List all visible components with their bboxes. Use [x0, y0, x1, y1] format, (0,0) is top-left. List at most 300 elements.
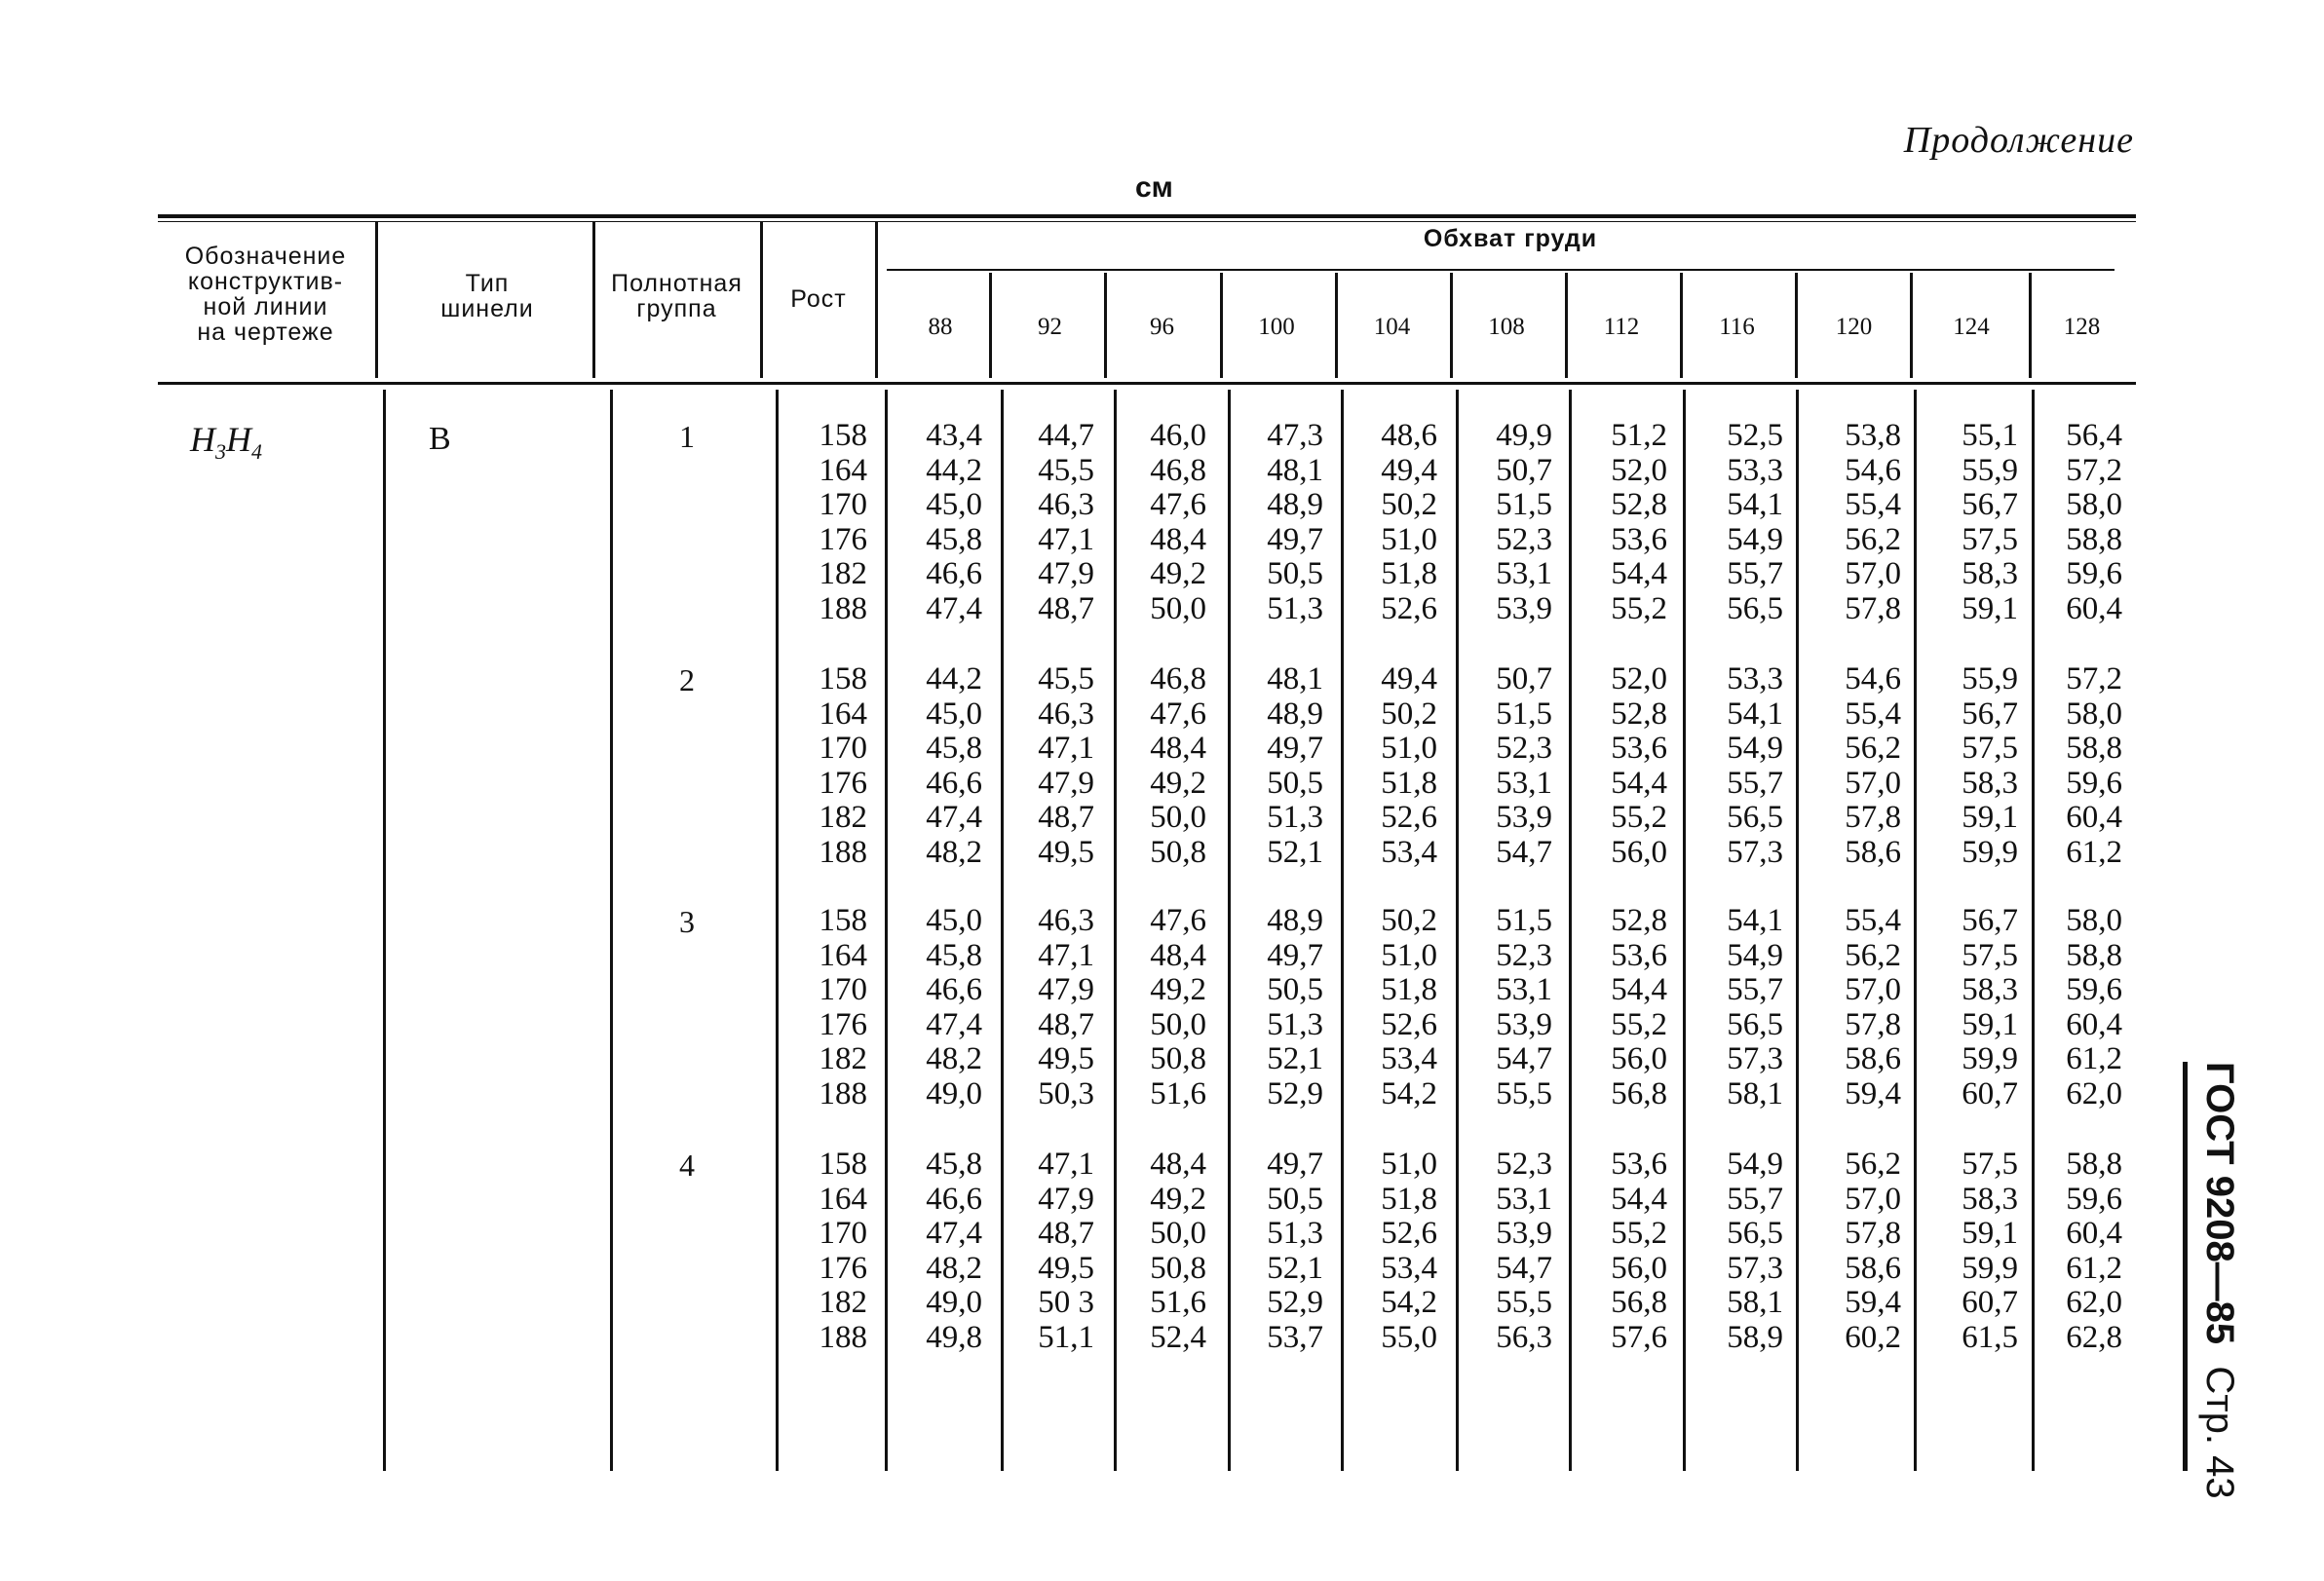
measurement-cell: 51,6 [1150, 1285, 1206, 1320]
measurement-cell: 56,5 [1727, 1006, 1783, 1042]
measurement-cell: 46,6 [926, 765, 982, 801]
measurement-cell: 58,6 [1845, 834, 1901, 870]
measurement-cell: 46,6 [926, 1181, 982, 1217]
chest-header-divider [2029, 273, 2032, 378]
measurement-cell: 50,2 [1381, 903, 1437, 938]
measurement-cell: 50,0 [1150, 1216, 1206, 1251]
measurement-cell: 58,0 [2066, 696, 2122, 732]
measurement-cell: 52,8 [1611, 696, 1667, 732]
measurement-cell: 60,2 [1845, 1319, 1901, 1355]
fullness-group-label: 2 [679, 662, 695, 697]
measurement-cell: 55,5 [1496, 1075, 1552, 1111]
measurement-cell: 48,9 [1267, 487, 1323, 522]
chest-size-header: 96 [1150, 314, 1174, 340]
measurement-cell: 60,7 [1962, 1075, 2018, 1111]
height-value: 170 [819, 487, 867, 522]
measurement-cell: 56,5 [1727, 800, 1783, 835]
measurement-cell: 54,9 [1727, 937, 1783, 973]
measurement-cell: 47,6 [1150, 487, 1206, 522]
measurement-cell: 49,5 [1038, 1250, 1094, 1286]
measurement-cell: 43,4 [926, 418, 982, 453]
measurement-cell: 61,5 [1962, 1319, 2018, 1355]
measurement-cell: 53,3 [1727, 661, 1783, 696]
measurement-cell: 60,4 [2066, 800, 2122, 835]
measurement-cell: 47,1 [1038, 731, 1094, 766]
measurement-cell: 52,9 [1267, 1075, 1323, 1111]
header-divider [592, 222, 595, 378]
measurement-cell: 45,8 [926, 731, 982, 766]
measurement-cell: 57,5 [1962, 521, 2018, 557]
measurement-cell: 60,4 [2066, 1006, 2122, 1042]
measurement-cell: 54,4 [1611, 556, 1667, 591]
measurement-cell: 56,3 [1496, 1319, 1552, 1355]
measurement-cell: 57,8 [1845, 590, 1901, 626]
measurement-cell: 46,6 [926, 556, 982, 591]
measurement-cell: 59,6 [2066, 765, 2122, 801]
standard-number: ГОСТ 9208—85 [2198, 1062, 2241, 1345]
measurement-cell: 57,5 [1962, 1147, 2018, 1182]
measurement-cell: 48,4 [1150, 731, 1206, 766]
measurement-cell: 48,7 [1038, 1216, 1094, 1251]
chest-size-header: 92 [1038, 314, 1062, 340]
measurement-cell: 44,7 [1038, 418, 1094, 453]
height-value: 176 [819, 1250, 867, 1286]
measurement-cell: 53,8 [1845, 418, 1901, 453]
measurement-cell: 55,7 [1727, 972, 1783, 1007]
measurement-cell: 44,2 [926, 661, 982, 696]
fullness-group-label: 1 [679, 419, 695, 454]
measurement-cell: 47,9 [1038, 556, 1094, 591]
measurement-cell: 47,4 [926, 1006, 982, 1042]
chest-size-header: 108 [1488, 314, 1525, 340]
body-divider [383, 390, 386, 1471]
measurement-cell: 54,1 [1727, 487, 1783, 522]
measurement-cell: 55,9 [1962, 661, 2018, 696]
table-top-rule [158, 214, 2136, 218]
measurement-cell: 53,9 [1496, 800, 1552, 835]
measurement-cell: 57,8 [1845, 800, 1901, 835]
measurement-cell: 50,7 [1496, 661, 1552, 696]
measurement-cell: 61,2 [2066, 1250, 2122, 1286]
measurement-cell: 49,8 [926, 1319, 982, 1355]
chest-size-header: 124 [1953, 314, 1990, 340]
construction-line-designation: $H_3H_4$ [190, 420, 262, 465]
height-value: 176 [819, 1006, 867, 1042]
height-value: 170 [819, 972, 867, 1007]
measurement-cell: 58,8 [2066, 937, 2122, 973]
measurement-cell: 54,7 [1496, 834, 1552, 870]
measurement-cell: 58,8 [2066, 731, 2122, 766]
height-value: 158 [819, 903, 867, 938]
measurement-cell: 49,2 [1150, 765, 1206, 801]
measurement-cell: 46,8 [1150, 661, 1206, 696]
measurement-cell: 61,2 [2066, 834, 2122, 870]
chest-size-header: 112 [1603, 314, 1640, 340]
measurement-cell: 49,5 [1038, 1041, 1094, 1076]
measurement-cell: 45,8 [926, 1147, 982, 1182]
measurement-cell: 59,1 [1962, 590, 2018, 626]
measurement-cell: 48,1 [1267, 661, 1323, 696]
header-group: Полнотная группа [611, 270, 743, 322]
measurement-cell: 51,5 [1496, 903, 1552, 938]
height-value: 188 [819, 1075, 867, 1111]
measurement-cell: 47,6 [1150, 696, 1206, 732]
height-value: 182 [819, 800, 867, 835]
height-value: 176 [819, 765, 867, 801]
measurement-cell: 48,1 [1267, 452, 1323, 488]
height-value: 164 [819, 1181, 867, 1217]
height-value: 158 [819, 661, 867, 696]
measurement-cell: 46,3 [1038, 903, 1094, 938]
measurement-cell: 54,2 [1381, 1285, 1437, 1320]
measurement-cell: 55,4 [1845, 487, 1901, 522]
height-value: 182 [819, 1285, 867, 1320]
measurement-cell: 56,4 [2066, 418, 2122, 453]
fullness-group-label: 3 [679, 904, 695, 939]
measurement-cell: 59,6 [2066, 556, 2122, 591]
measurement-cell: 54,1 [1727, 903, 1783, 938]
height-value: 170 [819, 731, 867, 766]
measurement-cell: 54,9 [1727, 521, 1783, 557]
header-type: Тип шинели [440, 270, 534, 322]
measurement-cell: 52,0 [1611, 452, 1667, 488]
measurement-cell: 48,6 [1381, 418, 1437, 453]
height-value: 188 [819, 590, 867, 626]
measurement-cell: 52,9 [1267, 1285, 1323, 1320]
measurement-cell: 47,3 [1267, 418, 1323, 453]
measurement-cell: 56,7 [1962, 487, 2018, 522]
measurement-cell: 47,4 [926, 590, 982, 626]
measurement-cell: 52,6 [1381, 1216, 1437, 1251]
measurement-cell: 59,1 [1962, 1216, 2018, 1251]
chest-header-divider [989, 273, 992, 378]
measurement-cell: 56,7 [1962, 696, 2018, 732]
measurement-cell: 53,9 [1496, 1006, 1552, 1042]
measurement-cell: 58,6 [1845, 1041, 1901, 1076]
measurement-cell: 51,3 [1267, 1006, 1323, 1042]
measurement-cell: 47,9 [1038, 972, 1094, 1007]
measurement-cell: 50,2 [1381, 487, 1437, 522]
measurement-cell: 53,6 [1611, 521, 1667, 557]
chest-header-divider [1104, 273, 1107, 378]
measurement-cell: 50,3 [1038, 1075, 1094, 1111]
measurement-cell: 52,5 [1727, 418, 1783, 453]
measurement-cell: 58,1 [1727, 1075, 1783, 1111]
measurement-cell: 60,7 [1962, 1285, 2018, 1320]
measurement-cell: 48,4 [1150, 521, 1206, 557]
measurement-cell: 45,0 [926, 487, 982, 522]
height-value: 164 [819, 937, 867, 973]
measurement-cell: 57,8 [1845, 1006, 1901, 1042]
measurement-cell: 53,1 [1496, 972, 1552, 1007]
measurement-cell: 58,3 [1962, 972, 2018, 1007]
measurement-cell: 49,2 [1150, 1181, 1206, 1217]
measurement-cell: 46,3 [1038, 696, 1094, 732]
measurement-cell: 57,3 [1727, 834, 1783, 870]
measurement-cell: 55,7 [1727, 765, 1783, 801]
measurement-cell: 55,2 [1611, 590, 1667, 626]
header-designation: Обозначение конструктив- ной линии на чертеже [184, 243, 347, 346]
measurement-cell: 62,0 [2066, 1285, 2122, 1320]
measurement-cell: 53,1 [1496, 1181, 1552, 1217]
measurement-cell: 49,0 [926, 1285, 982, 1320]
measurement-cell: 53,3 [1727, 452, 1783, 488]
height-value: 182 [819, 556, 867, 591]
measurement-cell: 53,4 [1381, 834, 1437, 870]
measurement-cell: 58,3 [1962, 556, 2018, 591]
measurement-cell: 52,6 [1381, 1006, 1437, 1042]
measurement-cell: 45,8 [926, 937, 982, 973]
measurement-cell: 54,4 [1611, 1181, 1667, 1217]
measurement-cell: 57,2 [2066, 661, 2122, 696]
measurement-cell: 57,0 [1845, 556, 1901, 591]
measurement-cell: 54,6 [1845, 661, 1901, 696]
measurement-cell: 48,9 [1267, 903, 1323, 938]
measurement-cell: 52,1 [1267, 834, 1323, 870]
measurement-cell: 55,2 [1611, 800, 1667, 835]
measurement-cell: 59,6 [2066, 1181, 2122, 1217]
measurement-cell: 50,2 [1381, 696, 1437, 732]
measurement-cell: 55,4 [1845, 903, 1901, 938]
chest-header-divider [1335, 273, 1338, 378]
measurement-cell: 49,4 [1381, 452, 1437, 488]
page-number: Стр. 43 [2198, 1366, 2241, 1499]
measurement-cell: 57,5 [1962, 937, 2018, 973]
measurement-cell: 51,3 [1267, 1216, 1323, 1251]
measurement-cell: 52,8 [1611, 903, 1667, 938]
measurement-cell: 58,0 [2066, 487, 2122, 522]
measurement-cell: 62,0 [2066, 1075, 2122, 1111]
measurement-cell: 54,9 [1727, 731, 1783, 766]
measurement-cell: 58,0 [2066, 903, 2122, 938]
height-value: 176 [819, 521, 867, 557]
measurement-cell: 52,3 [1496, 1147, 1552, 1182]
measurement-cell: 54,4 [1611, 765, 1667, 801]
measurement-cell: 56,5 [1727, 590, 1783, 626]
measurement-cell: 45,0 [926, 903, 982, 938]
measurement-cell: 53,6 [1611, 731, 1667, 766]
continuation-label: Продолжение [1903, 120, 2134, 161]
measurement-cell: 56,0 [1611, 1041, 1667, 1076]
chest-size-header: 100 [1258, 314, 1295, 340]
measurement-cell: 56,7 [1962, 903, 2018, 938]
measurement-cell: 55,1 [1962, 418, 2018, 453]
measurement-cell: 49,5 [1038, 834, 1094, 870]
measurement-cell: 57,3 [1727, 1250, 1783, 1286]
measurement-cell: 58,3 [1962, 1181, 2018, 1217]
chest-size-header: 88 [928, 314, 953, 340]
measurement-cell: 56,8 [1611, 1285, 1667, 1320]
measurement-cell: 45,0 [926, 696, 982, 732]
measurement-cell: 49,7 [1267, 937, 1323, 973]
measurement-cell: 49,7 [1267, 731, 1323, 766]
measurement-cell: 56,2 [1845, 1147, 1901, 1182]
header-divider [760, 222, 763, 378]
measurement-cell: 52,1 [1267, 1250, 1323, 1286]
body-divider [776, 390, 779, 1471]
measurement-cell: 53,4 [1381, 1041, 1437, 1076]
measurement-cell: 54,7 [1496, 1041, 1552, 1076]
chest-header-divider [1680, 273, 1683, 378]
measurement-cell: 51,3 [1267, 800, 1323, 835]
measurement-cell: 52,3 [1496, 521, 1552, 557]
measurement-cell: 57,6 [1611, 1319, 1667, 1355]
chest-header-rule [887, 269, 2114, 271]
measurement-cell: 50 3 [1038, 1285, 1094, 1320]
measurement-cell: 52,6 [1381, 590, 1437, 626]
measurement-cell: 55,7 [1727, 1181, 1783, 1217]
measurement-cell: 48,2 [926, 1250, 982, 1286]
measurement-cell: 48,9 [1267, 696, 1323, 732]
measurement-cell: 50,7 [1496, 452, 1552, 488]
measurement-cell: 57,0 [1845, 765, 1901, 801]
measurement-cell: 59,1 [1962, 1006, 2018, 1042]
measurement-cell: 47,1 [1038, 937, 1094, 973]
header-divider [875, 222, 878, 378]
measurement-cell: 53,6 [1611, 937, 1667, 973]
height-value: 158 [819, 1147, 867, 1182]
measurement-cell: 50,5 [1267, 556, 1323, 591]
measurement-cell: 52,8 [1611, 487, 1667, 522]
height-value: 164 [819, 696, 867, 732]
measurement-cell: 48,2 [926, 1041, 982, 1076]
measurement-cell: 53,6 [1611, 1147, 1667, 1182]
measurement-cell: 52,1 [1267, 1041, 1323, 1076]
measurement-cell: 62,8 [2066, 1319, 2122, 1355]
fullness-group-label: 4 [679, 1148, 695, 1183]
measurement-cell: 56,0 [1611, 1250, 1667, 1286]
measurement-cell: 58,3 [1962, 765, 2018, 801]
measurement-cell: 53,1 [1496, 556, 1552, 591]
measurement-cell: 59,9 [1962, 1250, 2018, 1286]
height-value: 158 [819, 418, 867, 453]
measurement-cell: 50,0 [1150, 590, 1206, 626]
measurement-cell: 47,4 [926, 800, 982, 835]
measurement-cell: 51,8 [1381, 1181, 1437, 1217]
shinel-type: В [429, 421, 451, 457]
measurement-cell: 54,4 [1611, 972, 1667, 1007]
measurement-cell: 51,8 [1381, 556, 1437, 591]
measurement-cell: 48,2 [926, 834, 982, 870]
height-value: 164 [819, 452, 867, 488]
measurement-cell: 61,2 [2066, 1041, 2122, 1076]
measurement-cell: 56,2 [1845, 521, 1901, 557]
measurement-cell: 48,7 [1038, 1006, 1094, 1042]
measurement-cell: 54,7 [1496, 1250, 1552, 1286]
measurement-cell: 52,4 [1150, 1319, 1206, 1355]
measurement-cell: 53,7 [1267, 1319, 1323, 1355]
measurement-cell: 50,8 [1150, 1250, 1206, 1286]
measurement-cell: 45,5 [1038, 661, 1094, 696]
chest-size-header: 116 [1719, 314, 1755, 340]
measurement-cell: 51,8 [1381, 765, 1437, 801]
measurement-cell: 47,1 [1038, 1147, 1094, 1182]
measurement-cell: 47,9 [1038, 765, 1094, 801]
measurement-cell: 58,8 [2066, 521, 2122, 557]
measurement-cell: 59,9 [1962, 1041, 2018, 1076]
measurement-cell: 56,8 [1611, 1075, 1667, 1111]
measurement-cell: 54,1 [1727, 696, 1783, 732]
measurement-cell: 59,9 [1962, 834, 2018, 870]
measurement-cell: 47,4 [926, 1216, 982, 1251]
header-height: Рост [790, 285, 847, 313]
chest-size-header: 104 [1373, 314, 1411, 340]
measurement-cell: 60,4 [2066, 590, 2122, 626]
measurement-cell: 51,0 [1381, 1147, 1437, 1182]
measurement-cell: 52,3 [1496, 731, 1552, 766]
measurement-cell: 57,0 [1845, 1181, 1901, 1217]
measurement-cell: 57,0 [1845, 972, 1901, 1007]
measurement-cell: 59,4 [1845, 1075, 1901, 1111]
measurement-cell: 50,0 [1150, 1006, 1206, 1042]
measurement-cell: 53,1 [1496, 765, 1552, 801]
measurement-cell: 51,5 [1496, 696, 1552, 732]
measurement-cell: 47,6 [1150, 903, 1206, 938]
measurement-cell: 48,7 [1038, 590, 1094, 626]
measurement-cell: 47,9 [1038, 1181, 1094, 1217]
measurement-cell: 51,5 [1496, 487, 1552, 522]
header-divider [375, 222, 378, 378]
measurement-cell: 57,2 [2066, 452, 2122, 488]
chest-size-header: 120 [1835, 314, 1873, 340]
measurement-cell: 49,7 [1267, 521, 1323, 557]
measurement-cell: 55,2 [1611, 1006, 1667, 1042]
measurement-cell: 51,0 [1381, 731, 1437, 766]
measurement-cell: 58,6 [1845, 1250, 1901, 1286]
measurement-cell: 51,6 [1150, 1075, 1206, 1111]
measurement-cell: 50,5 [1267, 972, 1323, 1007]
measurement-cell: 56,5 [1727, 1216, 1783, 1251]
measurement-cell: 59,4 [1845, 1285, 1901, 1320]
measurement-cell: 55,5 [1496, 1285, 1552, 1320]
measurement-cell: 49,2 [1150, 972, 1206, 1007]
measurement-cell: 55,2 [1611, 1216, 1667, 1251]
measurement-cell: 59,6 [2066, 972, 2122, 1007]
height-value: 170 [819, 1216, 867, 1251]
chest-header-divider [1450, 273, 1453, 378]
height-value: 182 [819, 1041, 867, 1076]
measurement-cell: 58,8 [2066, 1147, 2122, 1182]
measurement-cell: 54,6 [1845, 452, 1901, 488]
measurement-cell: 46,8 [1150, 452, 1206, 488]
measurement-cell: 46,0 [1150, 418, 1206, 453]
measurement-cell: 51,0 [1381, 521, 1437, 557]
measurement-cell: 51,8 [1381, 972, 1437, 1007]
height-value: 188 [819, 1319, 867, 1355]
measurement-cell: 57,3 [1727, 1041, 1783, 1076]
measurement-cell: 47,1 [1038, 521, 1094, 557]
measurement-cell: 55,7 [1727, 556, 1783, 591]
table-top-rule-thin [158, 221, 2136, 222]
units-label: см [1135, 171, 1173, 204]
measurement-cell: 50,5 [1267, 765, 1323, 801]
measurement-cell: 48,4 [1150, 1147, 1206, 1182]
chest-size-header: 128 [2063, 314, 2101, 340]
measurement-cell: 45,5 [1038, 452, 1094, 488]
chest-header-divider [1565, 273, 1568, 378]
measurement-cell: 51,0 [1381, 937, 1437, 973]
measurement-cell: 51,3 [1267, 590, 1323, 626]
measurement-cell: 49,4 [1381, 661, 1437, 696]
measurement-cell: 49,7 [1267, 1147, 1323, 1182]
measurement-cell: 53,9 [1496, 1216, 1552, 1251]
measurement-cell: 50,8 [1150, 834, 1206, 870]
measurement-cell: 58,1 [1727, 1285, 1783, 1320]
measurement-cell: 53,4 [1381, 1250, 1437, 1286]
measurement-cell: 57,5 [1962, 731, 2018, 766]
measurement-cell: 49,0 [926, 1075, 982, 1111]
measurement-cell: 53,9 [1496, 590, 1552, 626]
